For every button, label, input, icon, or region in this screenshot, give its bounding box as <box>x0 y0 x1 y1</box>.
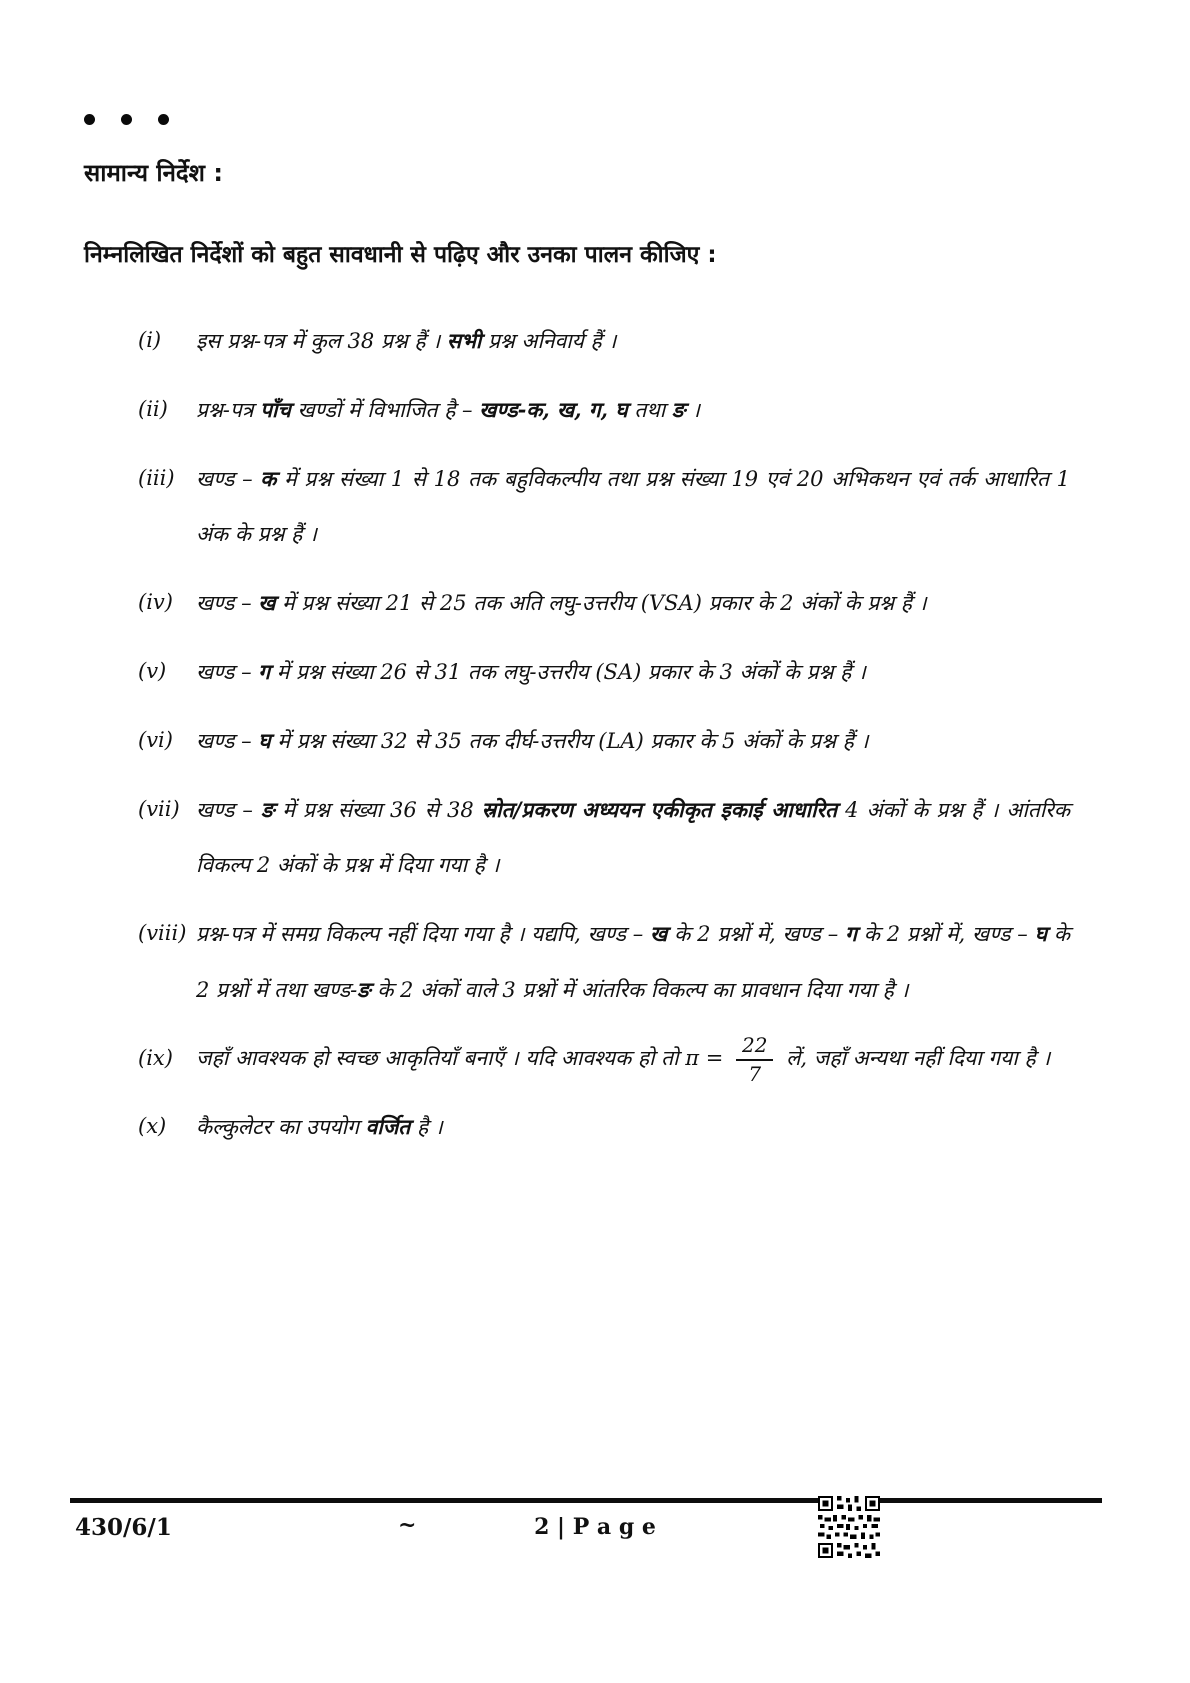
text-segment: खण्ड – <box>196 660 259 684</box>
instruction-number: (vi) <box>138 728 173 752</box>
instruction-text <box>196 906 1070 1018</box>
bullet-dot <box>121 114 132 125</box>
text-segment: क <box>260 466 277 491</box>
instruction-number: (iii) <box>138 466 175 490</box>
instruction-item <box>138 644 1070 700</box>
instruction-number: (vii) <box>138 797 180 821</box>
text-segment: खण्ड – <box>196 798 261 822</box>
text-segment: स्रोत/प्रकरण अध्ययन एकीकृत इकाई आधारित <box>481 797 838 822</box>
instructions-intro: निम्नलिखित निर्देशों को बहुत सावधानी से पढ़िए और उनका पालन कीजिए : <box>84 242 717 268</box>
text-segment: जहाँ आवश्यक हो स्वच्छ आकृतियाँ बनाएँ । यदि आवश्यक हो तो π = <box>196 1046 731 1070</box>
instruction-number: (ix) <box>138 1046 173 1070</box>
text-segment: खण्ड – <box>196 467 261 491</box>
instruction-text <box>196 575 1070 631</box>
instruction-text <box>196 382 1070 438</box>
instructions-list <box>138 313 1070 1155</box>
instruction-number: (x) <box>138 1114 167 1138</box>
text-segment: के 2 अंकों वाले 3 प्रश्नों में आंतरिक विकल्प का प्रावधान दिया गया है । <box>370 978 909 1002</box>
text-segment: लें, जहाँ अन्यथा नहीं दिया गया है । <box>779 1046 1051 1070</box>
text-segment: ग <box>258 659 271 684</box>
text-segment: तथा <box>627 398 672 422</box>
text-segment: पाँच <box>260 397 291 422</box>
text-segment: प्रश्न अनिवार्य हैं । <box>481 329 617 353</box>
paper-code: 430/6/1 <box>75 1514 172 1541</box>
text-segment: है । <box>410 1115 443 1139</box>
general-instructions-heading: सामान्य निर्देश : <box>84 159 223 187</box>
footer-tilde-mark: ~ <box>398 1512 417 1538</box>
text-segment: ङ <box>357 977 371 1002</box>
text-segment: में प्रश्न संख्या 36 से 38 <box>274 798 482 822</box>
instruction-number: (iv) <box>138 590 173 614</box>
text-segment: ग <box>845 921 857 946</box>
text-segment: में प्रश्न संख्या 32 से 35 तक दीर्घ-उत्तरीय (LA) प्रकार के 5 अंकों के प्रश्न हैं । <box>270 729 869 753</box>
page-footer <box>0 1488 1190 1608</box>
bullet-dot <box>158 114 169 125</box>
instruction-item <box>138 906 1070 1018</box>
text-segment: के 2 प्रश्नों में तथा खण्ड- <box>196 922 1070 1002</box>
instruction-number: (ii) <box>138 397 168 421</box>
page-number: 2 | P a g e <box>534 1514 656 1540</box>
instruction-item <box>138 575 1070 631</box>
instruction-number: (viii) <box>138 921 187 945</box>
text-segment: ख <box>650 921 668 946</box>
text-segment: खण्ड – <box>196 591 259 615</box>
text-segment: खण्ड-क, ख, ग, घ <box>479 397 628 422</box>
instruction-item <box>138 713 1070 769</box>
text-segment: खण्डों में विभाजित है – <box>290 398 480 422</box>
pi-fraction: $\frac{22}{7}$ <box>736 1034 773 1086</box>
text-segment: इस प्रश्न-पत्र में कुल 38 प्रश्न हैं । <box>196 329 447 353</box>
instruction-item <box>138 313 1070 369</box>
text-segment: सभी <box>446 328 482 353</box>
text-segment: के 2 प्रश्नों में, खण्ड – <box>856 922 1035 946</box>
text-segment: प्रश्न-पत्र <box>196 398 261 422</box>
footer-divider <box>70 1498 1102 1503</box>
instruction-text <box>196 313 1070 369</box>
instruction-item <box>138 782 1070 893</box>
text-segment: वर्जित <box>365 1114 411 1139</box>
text-segment: कैल्कुलेटर का उपयोग <box>196 1115 366 1139</box>
header-dots <box>84 112 1070 126</box>
qr-code <box>818 1496 880 1558</box>
text-segment: में प्रश्न संख्या 1 से 18 तक बहुविकल्पीय तथा प्रश्न संख्या 19 एवं 20 अभिकथन एवं तर्क आधारित 1 अंक के प्रश्न हैं । <box>196 467 1070 546</box>
text-segment: खण्ड – <box>196 729 259 753</box>
instruction-item <box>138 451 1070 562</box>
instruction-text <box>196 644 1070 700</box>
instruction-number: (v) <box>138 659 167 683</box>
instruction-item <box>138 382 1070 438</box>
text-segment: । <box>685 398 700 422</box>
text-segment: घ <box>1034 921 1048 946</box>
text-segment: के 2 प्रश्नों में, खण्ड – <box>667 922 846 946</box>
instruction-text <box>196 1099 1070 1155</box>
instruction-number: (i) <box>138 328 162 352</box>
text-segment: में प्रश्न संख्या 21 से 25 तक अति लघु-उत्तरीय (VSA) प्रकार के 2 अंकों के प्रश्न हैं । <box>275 591 927 615</box>
text-segment: ख <box>258 590 276 615</box>
instruction-text <box>196 1031 1070 1086</box>
text-segment: में प्रश्न संख्या 26 से 31 तक लघु-उत्तरीय (SA) प्रकार के 3 अंकों के प्रश्न हैं । <box>270 660 866 684</box>
text-segment: प्रश्न-पत्र में समग्र विकल्प नहीं दिया गया है । यद्यपि, खण्ड – <box>196 922 651 946</box>
text-segment: ङ <box>260 797 275 822</box>
bullet-dot <box>84 114 95 125</box>
instruction-text <box>196 451 1070 562</box>
text-segment: 4 अंकों के प्रश्न हैं । आंतरिक विकल्प 2 अंकों के प्रश्न में दिया गया है । <box>196 798 1070 877</box>
text-segment: ङ <box>671 397 686 422</box>
instruction-item <box>138 1099 1070 1155</box>
instruction-text <box>196 713 1070 769</box>
instruction-item <box>138 1031 1070 1086</box>
instruction-text <box>196 782 1070 893</box>
text-segment: घ <box>258 728 271 753</box>
